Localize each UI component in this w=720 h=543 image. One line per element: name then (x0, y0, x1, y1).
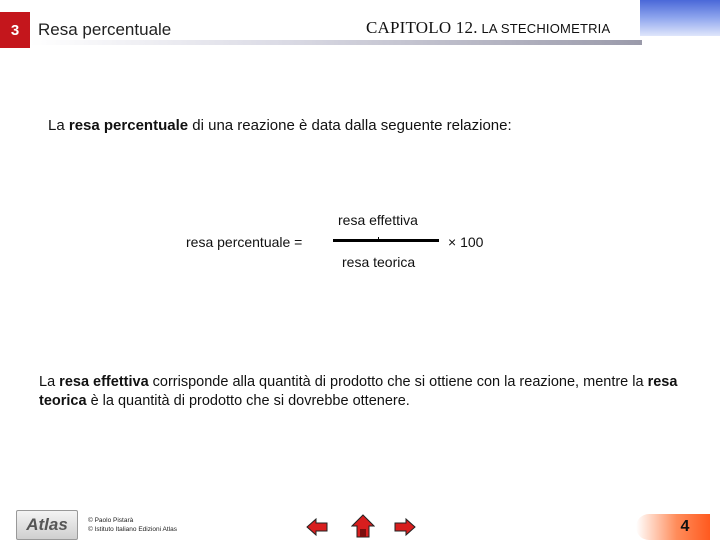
explanation-bold-teorica: resa teorica (39, 374, 678, 409)
section-title: Resa percentuale (38, 20, 172, 39)
header-divider (30, 40, 642, 45)
explanation-part2: corrisponde alla quantità di prodotto che si ottiene con la reazione, mentre la (148, 374, 648, 390)
arrow-right-icon (394, 516, 416, 538)
formula-lhs: resa percentuale = (186, 234, 303, 250)
formula-numerator: resa effettiva (338, 212, 418, 228)
corner-decoration (640, 0, 720, 36)
intro-bold-term: resa percentuale (68, 117, 189, 134)
intro-part2: di una reazione è data dalla seguente relazione: (188, 117, 512, 134)
credits (88, 516, 177, 534)
explanation-bold-effettiva: resa effettiva (59, 374, 149, 390)
previous-button[interactable] (306, 516, 328, 538)
formula-multiplier: × 100 (448, 234, 484, 250)
home-button[interactable] (351, 514, 373, 536)
explanation-part1: La (39, 374, 60, 390)
home-icon (351, 514, 375, 538)
next-button[interactable] (394, 516, 416, 538)
chapter-prefix: CAPITOLO 12. (366, 18, 478, 37)
chapter-title: LA STECHIOMETRIA (481, 21, 611, 36)
credit-publisher: © Istituto Italiano Edizioni Atlas (88, 526, 177, 533)
intro-part1: La (48, 117, 69, 134)
page-number-badge (636, 514, 710, 540)
section-number-badge: 3 (0, 12, 30, 48)
explanation-text (39, 373, 679, 411)
arrow-left-icon (306, 516, 328, 538)
fraction-bar (333, 239, 439, 242)
page-number: 4 (680, 518, 690, 535)
atlas-logo: Atlas (16, 510, 78, 540)
chapter-heading (366, 18, 610, 38)
fraction-bar-tick (378, 237, 379, 241)
intro-text (48, 117, 512, 134)
explanation-part3: è la quantità di prodotto che si dovrebbe ottenere. (86, 393, 410, 409)
formula-denominator: resa teorica (342, 254, 416, 270)
credit-author: © Paolo Pistarà (88, 517, 134, 524)
